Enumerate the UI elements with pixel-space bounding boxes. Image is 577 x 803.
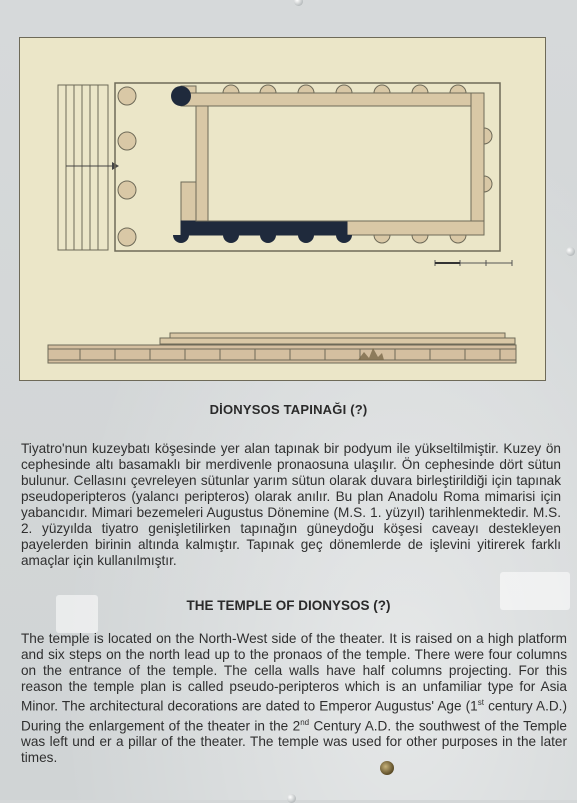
english-description: [21, 631, 567, 766]
top-half-columns: [223, 85, 466, 93]
cella-walls: [181, 93, 484, 235]
bolt-icon: [380, 761, 394, 775]
temple-elevation: [48, 333, 516, 363]
english-body-part1: The temple is located on the North-West side of the theater. It is raised on a high platform and six steps on the north lead up to the pronaos of the temple. There were four columns on the entrance of the temple. The cella walls have half columns projecting. For this reason the temple plan is called pseudo-peripteros which is an unfamiliar type for Asia Minor. The architectural decorations are dated to Emperor Augustus' Age (1: [21, 631, 567, 714]
stairs: [58, 85, 108, 250]
screw-icon: [566, 247, 575, 256]
turkish-description: Tiyatro'nun kuzeybatı köşesinde yer alan tapınak bir podyum ile yükseltilmiştir. Kuzey ön cephesinde altı basamaklı bir merdivenle pronaosuna ulaşılır. Ön cephesinde dört sütun bulunur. Cellasını çevreleyen sütunlar yarım sütun olarak duvara birleştirildiği için tapınak pseudoperipteros (yalancı peripteros) olarak anılır. Bu plan Anadolu Roma mimarisi için yabancıdır. Mimari bezemeleri Augustus Dönemine (M.S. 1. yüzyıl) tarihlenmektedir. M.S. 2. yüzyılda tiyatro genişletilirken tapınağın güneydoğu köşesi caveayı destekleyen payelerden birinin altında kalmıştır. Tapınak geç dönemlerde de işlevini yitirerek farklı amaçlar için kullanılmıştır.: [21, 441, 561, 568]
scale-bar: [435, 260, 512, 266]
front-columns: [118, 87, 136, 246]
screw-icon: [287, 794, 296, 803]
english-title: THE TEMPLE OF DIONYSOS (?): [186, 598, 391, 613]
corner-column: [171, 86, 191, 106]
english-body-part2: century A.D.) During the enlargement of the theater in the 2: [21, 698, 567, 734]
superscript-nd: nd: [300, 717, 310, 727]
english-body-part3: Century A.D. the southwest of the Temple was left und er a pillar of the theater. The temple was used for other purposes in the later times.: [21, 718, 567, 766]
temple-plan-drawing: [19, 37, 546, 381]
turkish-title: DİONYSOS TAPINAĞI (?): [209, 402, 368, 417]
bottom-half-columns: [173, 235, 466, 243]
screw-icon: [294, 0, 303, 6]
superscript-st: st: [477, 698, 484, 707]
right-half-columns: [484, 128, 492, 192]
temple-plan-svg: [20, 38, 544, 379]
